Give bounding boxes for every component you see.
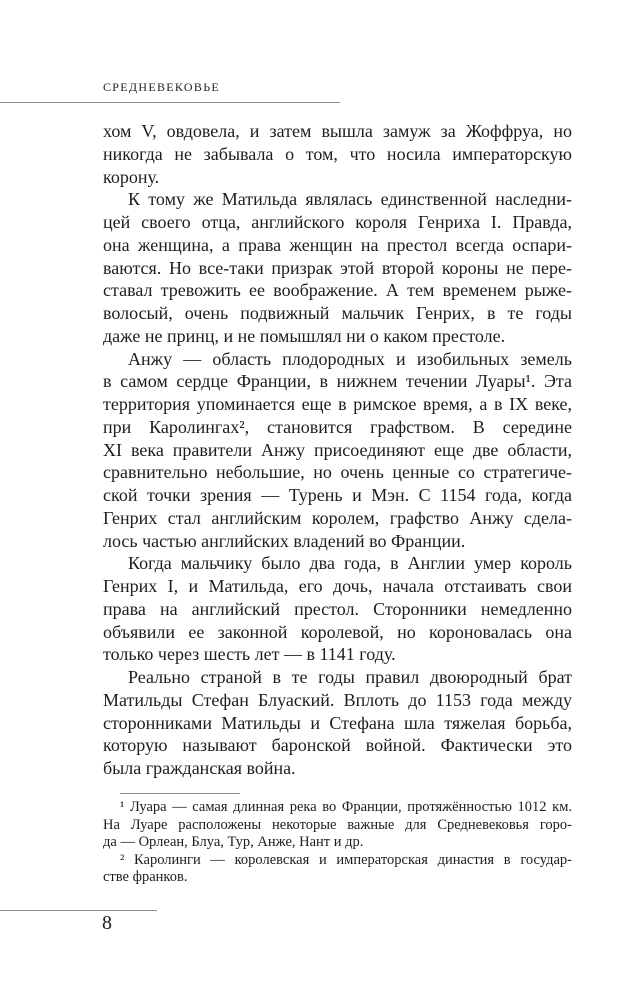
text-line: Генрих I, и Матильда, его дочь, начала отстаивать свои [103,576,572,596]
text-line: Анжу — область плодородных и изобильных земель [128,348,572,369]
paragraph [103,552,572,666]
text-line: даже не принц, и не помышлял ни о каком престоле. [103,325,506,346]
footnote-line: стве франков. [103,869,188,885]
footnote [103,852,572,887]
running-head: СРЕДНЕВЕКОВЬЕ [103,80,221,94]
text-line: ской точки зрения — Турень и Мэн. С 1154 года, когда [103,485,572,505]
paragraph [103,120,572,188]
text-line: лось частью английских владений во Франции. [103,530,466,551]
text-line: права на английский престол. Сторонники немедленно [103,598,572,619]
text-line: ваются. Но все-таки призрак этой второй короны не пере- [103,257,572,278]
paragraph [103,348,572,553]
footnote [103,799,572,852]
text-line: сравнительно небольшие, но очень ценные со стратегиче- [103,462,572,483]
running-head-rule [0,102,340,103]
page-number-rule [0,910,157,911]
text-line: никогда не забывала о том, что носила императорскую [103,143,572,164]
text-line: только через шесть лет — в 1141 году. [103,644,396,665]
footnotes [103,799,572,887]
footnote-line: да — Орлеан, Блуа, Тур, Анже, Нант и др. [103,834,364,850]
text-line: хом V, овдовела, и затем вышла замуж за Жоффруа, но [103,121,572,141]
text-line: она женщина, а права женщин на престол всегда оспари- [103,234,572,255]
text-line: Генрих стал английским королем, графство Анжу сдела- [103,507,572,528]
text-line: при Каролингах², становится графством. В середине [103,416,572,437]
text-line: объявили ее законной королевой, но короновалась она [103,621,572,642]
text-line: XI века правители Анжу присоединяют еще две области, [103,439,572,460]
text-line: была гражданская война. [103,758,296,778]
text-line: корону. [103,166,160,187]
text-line: в самом сердце Франции, в нижнем течении Луары¹. Эта [103,371,572,392]
paragraph [103,188,572,347]
footnote-rule [120,793,240,794]
body-text [103,120,572,780]
text-line: Реально страной в те годы правил двоюродный брат [128,667,572,687]
footnote-line: ² Каролинги — королевская и императорская династия в государ- [120,851,572,868]
text-line: территория упоминается еще в римское время, а в IX веке, [103,394,572,414]
text-line: Матильды Стефан Блуаский. Вплоть до 1153 года между [103,689,572,710]
text-line: К тому же Матильда являлась единственной наследни- [128,189,572,210]
text-line: цей своего отца, английского короля Генриха I. Правда, [103,212,572,232]
footnote-line: ¹ Луара — самая длинная река во Франции, протяжённостью 1012 км. [120,799,572,815]
text-line: которую называют баронской войной. Фактически это [103,735,572,756]
text-line: Когда мальчику было два года, в Англии умер король [128,553,572,574]
footnote-line: На Луаре расположены некоторые важные для Средневековья горо- [103,816,572,833]
text-line: сторонниками Матильды и Стефана шла тяжелая борьба, [103,712,572,733]
page-number: 8 [102,912,112,934]
text-line: волосый, очень подвижный мальчик Генрих, в те годы [103,303,572,323]
text-line: ставал тревожить ее воображение. А тем временем рыже- [103,280,572,301]
paragraph [103,666,572,780]
